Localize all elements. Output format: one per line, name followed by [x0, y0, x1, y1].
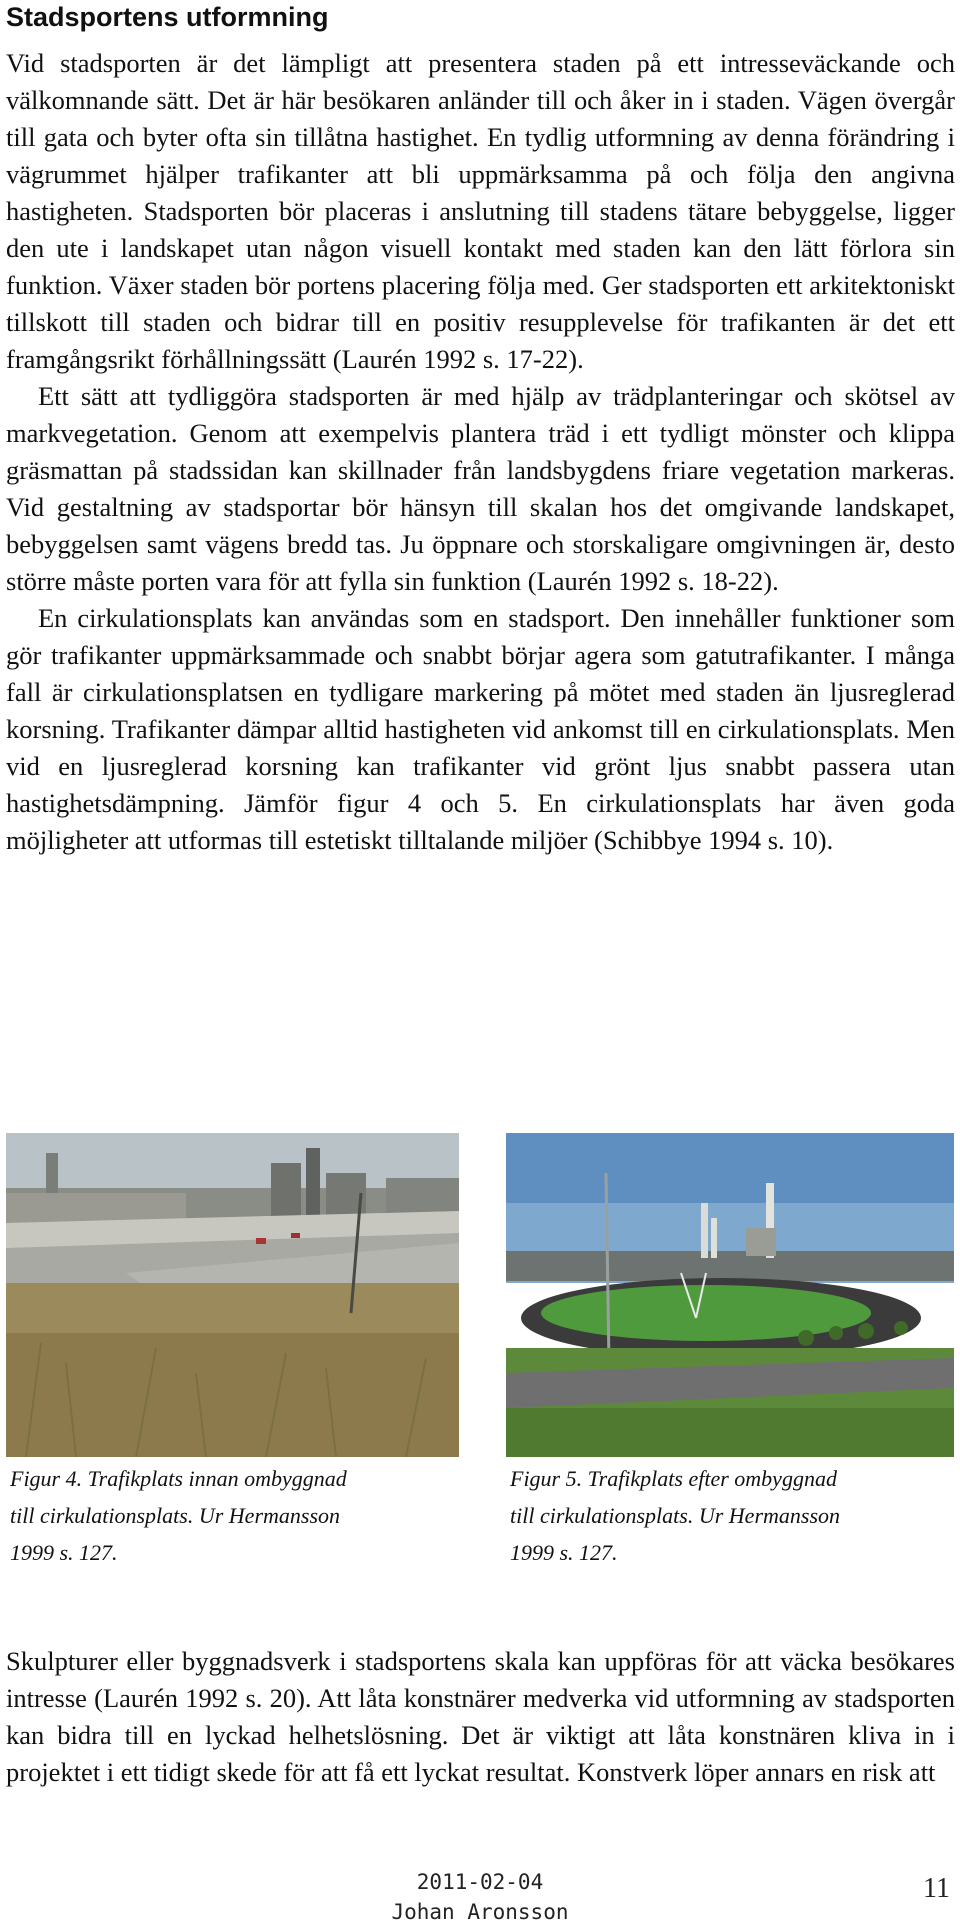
- body-text-top: [6, 45, 955, 859]
- footer-author: Johan Aronsson: [391, 1900, 569, 1924]
- figure-4-caption: [10, 1460, 460, 1571]
- body-text-bottom: [6, 1643, 955, 1791]
- paragraph-4: Skulpturer eller byggnadsverk i stadsportens skala kan uppföras för att väcka besökares intresse (Laurén 1992 s. 20). Att låta konstnärer medverka vid utformning av stadsporten kan bidra till en lyckad helhetslösning. Det är viktigt att låta konstnären kliva in i projektet i ett tidigt skede för att få ett lyckat resultat. Konstverk löper annars en risk att: [6, 1646, 955, 1787]
- figure-5-caption: [510, 1460, 960, 1571]
- caption-line: Figur 4. Trafikplats innan ombyggnad: [10, 1466, 347, 1491]
- caption-line: 1999 s. 127.: [510, 1540, 618, 1565]
- caption-line: 1999 s. 127.: [10, 1540, 118, 1565]
- page-number: 11: [923, 1873, 950, 1904]
- section-heading: Stadsportens utformning: [6, 2, 329, 32]
- caption-line: till cirkulationsplats. Ur Hermansson: [510, 1503, 841, 1528]
- figure-4-photo: [6, 1133, 459, 1457]
- figure-5-photo: [506, 1133, 954, 1457]
- caption-line: Figur 5. Trafikplats efter ombyggnad: [510, 1466, 837, 1491]
- paragraph-2: Ett sätt att tydliggöra stadsporten är med hjälp av trädplanteringar och skötsel av markvegetation. Genom att exempelvis plantera träd i ett tydligt mönster och klippa gräsmattan på stadssidan kan skillnader från landsbygdens friare vegetation markeras. Vid gestaltning av stadsportar bör hänsyn till skalan hos det omgivande landskapet, bebyggelsen samt vägens bredd tas. Ju öppnare och storskaligare omgivningen är, desto större måste porten vara för att fylla sin funktion (Laurén 1992 s. 18-22).: [6, 381, 955, 596]
- footer-date: 2011-02-04: [416, 1870, 544, 1894]
- paragraph-3: En cirkulationsplats kan användas som en stadsport. Den innehåller funktioner som gör trafikanter uppmärksammade och snabbt börjar agera som gatutrafikanter. I många fall är cirkulationsplatsen en tydligare markering på mötet med staden än ljusreglerad korsning. Trafikanter dämpar alltid hastigheten vid ankomst till en cirkulationsplats. Men vid en ljusreglerad korsning kan trafikanter vid grönt ljus snabbt passera utan hastighetsdämpning. Jämför figur 4 och 5. En cirkulationsplats har även goda möjligheter att utformas till estetiskt tilltalande miljöer (Schibbye 1994 s. 10).: [6, 603, 955, 855]
- caption-line: till cirkulationsplats. Ur Hermansson: [10, 1503, 341, 1528]
- paragraph-1: Vid stadsporten är det lämpligt att presentera staden på ett intresseväckande och välkomnande sätt. Det är här besökaren anländer till och åker in i staden. Vägen övergår till gata och byter ofta sin tillåtna hastighet. En tydlig utformning av denna förändring i vägrummet hjälper trafikanter att bli uppmärksamma på och följa den angivna hastigheten. Stadsporten bör placeras i anslutning till stadens tätare bebyggelse, ligger den ute i landskapet utan någon visuell kontakt med staden kan den lätt förlora sin funktion. Växer staden bör portens placering följa med. Ger stadsporten ett arkitektoniskt tillskott till staden och bidrar till en positiv resupplevelse för trafikanten är det ett framgångsrikt förhållningssätt (Laurén 1992 s. 17-22).: [6, 48, 955, 374]
